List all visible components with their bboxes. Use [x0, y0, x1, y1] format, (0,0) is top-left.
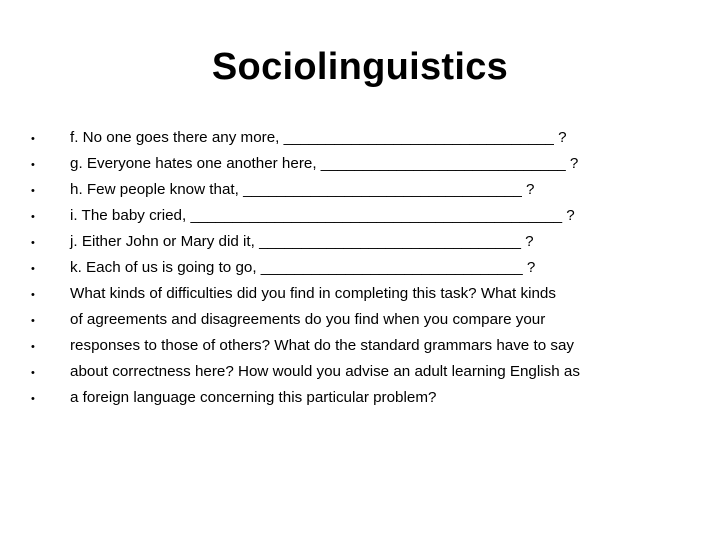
list-item	[0, 125, 720, 151]
list-item-text: i. The baby cried, ____________________________________________ ?	[70, 207, 575, 224]
list-item	[0, 229, 720, 255]
list-item-text: k. Each of us is going to go, _______________________________ ?	[70, 259, 536, 276]
list-item-text: h. Few people know that, _________________________________ ?	[70, 181, 535, 198]
list-item	[0, 385, 720, 411]
list-item-text: a foreign language concerning this particular problem?	[70, 389, 437, 406]
bullet-list	[0, 125, 720, 411]
bullet-icon: •	[31, 237, 35, 249]
list-item	[0, 281, 720, 307]
bullet-icon: •	[31, 289, 35, 301]
list-item-text: j. Either John or Mary did it, _______________________________ ?	[70, 233, 534, 250]
bullet-icon: •	[31, 185, 35, 197]
list-item	[0, 255, 720, 281]
list-item	[0, 177, 720, 203]
bullet-icon: •	[31, 393, 35, 405]
list-item	[0, 203, 720, 229]
bullet-icon: •	[31, 341, 35, 353]
list-item-text: responses to those of others? What do the standard grammars have to say	[70, 337, 574, 354]
list-item-text: about correctness here? How would you advise an adult learning English as	[70, 363, 580, 380]
list-item	[0, 333, 720, 359]
list-item	[0, 307, 720, 333]
bullet-icon: •	[31, 367, 35, 379]
list-item	[0, 151, 720, 177]
bullet-icon: •	[31, 133, 35, 145]
list-item-text: f. No one goes there any more, ________________________________ ?	[70, 129, 567, 146]
list-item-text: What kinds of difficulties did you find in completing this task? What kinds	[70, 285, 556, 302]
slide-title: Sociolinguistics	[211, 46, 509, 88]
bullet-icon: •	[31, 315, 35, 327]
list-item-text: g. Everyone hates one another here, _____________________________ ?	[70, 155, 579, 172]
list-item	[0, 359, 720, 385]
bullet-icon: •	[31, 263, 35, 275]
bullet-icon: •	[31, 211, 35, 223]
list-item-text: of agreements and disagreements do you find when you compare your	[70, 311, 546, 328]
bullet-icon: •	[31, 159, 35, 171]
